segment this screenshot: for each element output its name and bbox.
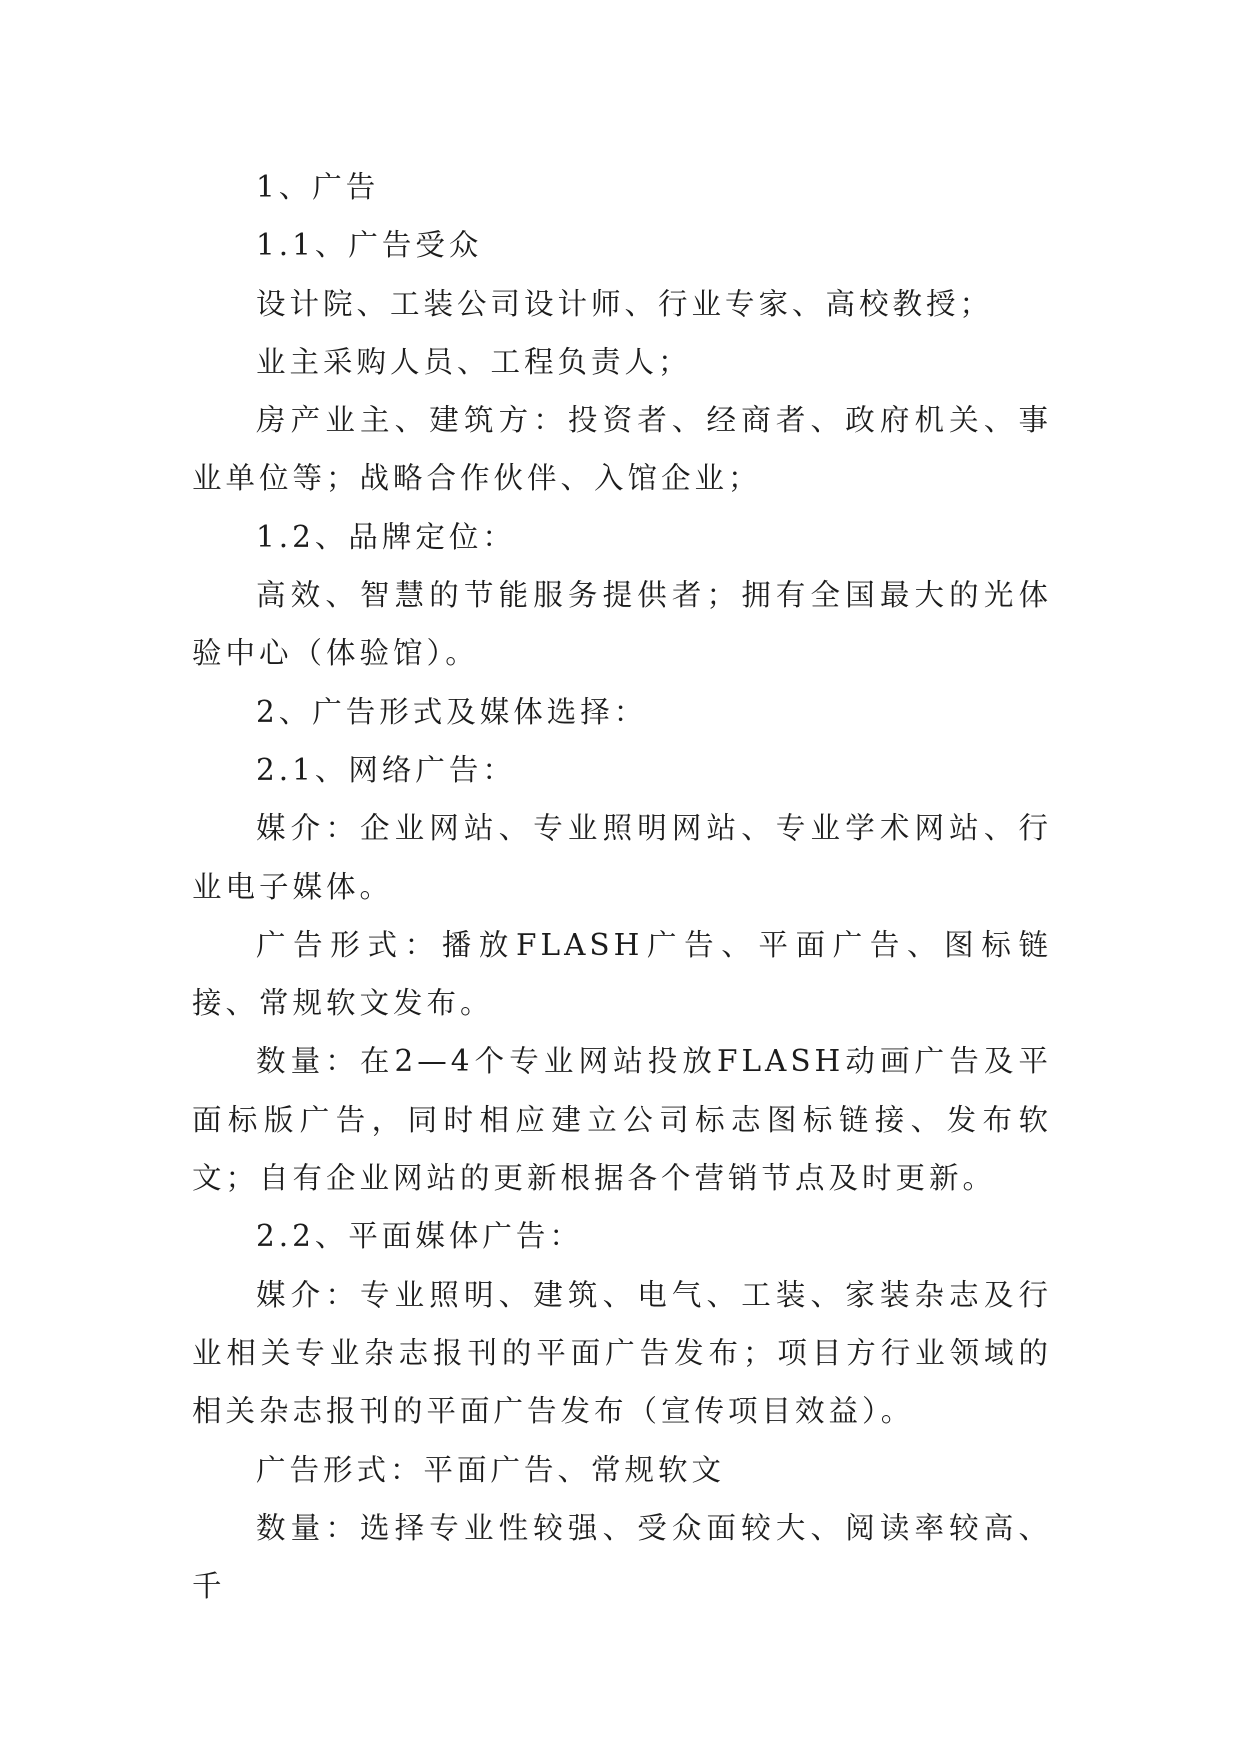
paragraph-audience-designers: 设计院、工装公司设计师、行业专家、高校教授； [256, 286, 994, 321]
paragraph-print-media: 媒介：专业照明、建筑、电气、工装、家装杂志及行业相关专业杂志报刊的平面广告发布；项目方行业领域的相关杂志报刊的平面广告发布（宣传项目效益）。 [192, 1277, 1052, 1429]
paragraph-print-quantity: 数量：选择专业性较强、受众面较大、阅读率较高、千 [192, 1510, 1052, 1604]
heading-brand-positioning: 1.2、品牌定位： [256, 519, 516, 554]
paragraph-audience-developers: 房产业主、建筑方：投资者、经商者、政府机关、事业单位等；战略合作伙伴、入馆企业； [192, 403, 1052, 496]
paragraph-audience-owners: 业主采购人员、工程负责人； [256, 344, 692, 379]
paragraph-brand-positioning: 高效、智慧的节能服务提供者；拥有全国最大的光体验中心（体验馆）。 [192, 578, 1052, 671]
paragraph-online-media: 媒介：企业网站、专业照明网站、专业学术网站、行业电子媒体。 [192, 811, 1052, 904]
heading-online-ads: 2.1、网络广告： [256, 752, 516, 787]
heading-ad-forms-media: 2、广告形式及媒体选择： [256, 694, 648, 729]
heading-audience: 1.1、广告受众 [256, 228, 483, 263]
paragraph-print-ad-forms: 广告形式：平面广告、常规软文 [256, 1452, 726, 1487]
heading-print-ads: 2.2、平面媒体广告： [256, 1219, 583, 1254]
paragraph-online-quantity: 数量：在2—4个专业网站投放FLASH动画广告及平面标版广告，同时相应建立公司标志图标链接、发布软文；自有企业网站的更新根据各个营销节点及时更新。 [192, 1044, 1052, 1196]
paragraph-online-ad-forms: 广告形式：播放FLASH广告、平面广告、图标链接、常规软文发布。 [192, 927, 1052, 1021]
heading-advertising: 1、广告 [256, 170, 380, 204]
document-body [192, 158, 1052, 1615]
